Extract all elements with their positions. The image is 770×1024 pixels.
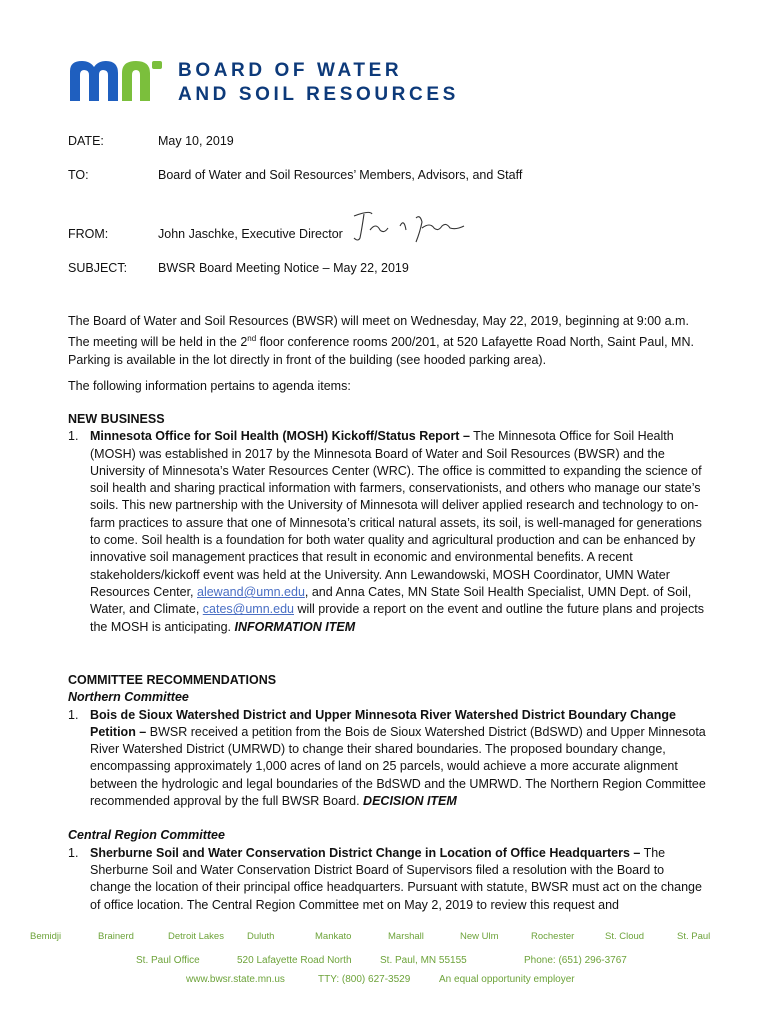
org-name-line1: BOARD OF WATER (178, 60, 403, 81)
mosh-item-text (90, 428, 708, 636)
city-marshall: Marshall (388, 931, 424, 942)
footer-phone: Phone: (651) 296-3767 (524, 955, 627, 966)
northern-committee-heading: Northern Committee (68, 690, 189, 705)
intro-line2-b: floor conference rooms 200/201, at 520 Lafayette Road North, Saint Paul, MN. (256, 335, 694, 350)
mn-logo-mark (68, 57, 164, 103)
email-link-lewandowski[interactable]: alewand@umn.edu (197, 584, 305, 599)
org-name (178, 59, 459, 107)
intro-line3: Parking is available in the lot directly in front of the building (see hooded parking area). (68, 352, 547, 367)
city-new-ulm: New Ulm (460, 931, 499, 942)
city-brainerd: Brainerd (98, 931, 134, 942)
mosh-item-title: Minnesota Office for Soil Health (MOSH) Kickoff/Status Report – (90, 429, 470, 444)
city-st-cloud: St. Cloud (605, 931, 645, 942)
item-number: 1. (68, 707, 79, 722)
city-duluth: Duluth (247, 931, 275, 942)
list-item (68, 707, 708, 811)
agenda-intro (68, 378, 708, 395)
footer-eoe: An equal opportunity employer (439, 974, 575, 985)
new-business-heading: NEW BUSINESS (68, 412, 165, 426)
list-item (68, 428, 708, 636)
date-value: May 10, 2019 (158, 134, 234, 148)
committee-heading: COMMITTEE RECOMMENDATIONS (68, 673, 277, 687)
intro-line2-a: The meeting will be held in the 2 (68, 335, 248, 350)
item-number: 1. (68, 845, 79, 860)
sherburne-body: The Sherburne Soil and Water Conservation District Board of Supervisors filed a resolution with the Board to change the location of their principal office headquarters. Pursuant with statute, BWSR must act on the change of office location. The Central Region Committee met on May 2, 2019 to review this request and (90, 845, 702, 912)
from-value: John Jaschke, Executive Director (158, 227, 343, 241)
information-item-tag: INFORMATION ITEM (234, 619, 356, 634)
footer-address: 520 Lafayette Road North (237, 955, 352, 966)
city-mankato: Mankato (315, 931, 352, 942)
bois-de-sioux-body: BWSR received a petition from the Bois de Sioux Watershed District (BdSWD) and Upper Minnesota River Watershed District (UMRWD) to change their shared boundaries. The proposed boundary change, encompassing approximately 1,000 acres of land on 25 parcels, would achieve a more accurate alignment between the hydrologic and legal boundaries of the BdSWD and the UMRWD. The Northern Region Committee recommended approval by the full BWSR Board. (90, 724, 706, 809)
to-label: TO: (68, 168, 89, 182)
mosh-body-c: will provide a report on the event and outline the future plans and projects the MOSH is anticipating. (90, 602, 704, 634)
footer-tty: TTY: (800) 627-3529 (318, 974, 411, 985)
bois-de-sioux-item-text (90, 707, 708, 811)
intro-line2-sup: nd (247, 334, 257, 344)
subject-value: BWSR Board Meeting Notice – May 22, 2019 (158, 261, 409, 275)
city-rochester: Rochester (531, 931, 575, 942)
city-st-paul: St. Paul (677, 931, 711, 942)
new-business-section (68, 411, 708, 636)
org-name-line2: AND SOIL RESOURCES (178, 84, 459, 105)
bois-de-sioux-title: Bois de Sioux Watershed District and Upper Minnesota River Watershed District Boundary Change Petition – (90, 707, 676, 739)
city-bemidji: Bemidji (30, 931, 62, 942)
footer-office: St. Paul Office (136, 955, 200, 966)
footer-city-zip: St. Paul, MN 55155 (380, 955, 467, 966)
decision-item-tag: DECISION ITEM (363, 794, 457, 809)
to-value: Board of Water and Soil Resources’ Members, Advisors, and Staff (158, 168, 523, 182)
footer-website[interactable]: www.bwsr.state.mn.us (186, 974, 285, 985)
subject-label: SUBJECT: (68, 261, 128, 275)
sherburne-item-text (90, 845, 708, 914)
sherburne-title: Sherburne Soil and Water Conservation District Change in Location of Office Headquarters – (90, 845, 641, 860)
mosh-body-b: , and Anna Cates, MN State Soil Health Specialist, UMN Dept. of Soil, Water, and Climate, (90, 584, 692, 617)
committee-section (68, 672, 708, 914)
mosh-body-a: The Minnesota Office for Soil Health (MOSH) was established in 2017 by the Minnesota Board of Water and Soil Resources (BWSR) and the University of Minnesota’s Water Resources Center (WRC). The office is committed to expanding the science of soil health and sharing practical information with farmers, conservationists, and others who manage our state’s soils. This new partnership with the University of Minnesota will deliver applied research and technology to on-farm practices to assure that one of Minnesota’s critical natural assets, its soil, is well-managed for generations to come. Soil health is a foundation for both water quality and agricultural production and can be enhanced by innovative soil management practices that result in economic and environmental benefits. A recent stakeholders/kickoff event was held at the University. Ann Lewandowski, MOSH Coordinator, UMN Water Resources Center, (90, 429, 702, 599)
footer-cities (30, 931, 730, 945)
email-link-cates[interactable]: cates@umn.edu (202, 602, 294, 617)
agenda-intro-text: The following information pertains to agenda items: (68, 379, 351, 393)
from-label: FROM: (68, 227, 109, 241)
intro-line2 (68, 330, 708, 351)
list-item (68, 845, 708, 914)
central-committee-heading: Central Region Committee (68, 828, 225, 843)
item-number: 1. (68, 429, 79, 444)
intro-line1: The Board of Water and Soil Resources (BWSR) will meet on Wednesday, May 22, 2019, beginning at 9:00 a.m. (68, 314, 689, 328)
intro-paragraph (68, 313, 708, 369)
signature-image (350, 208, 470, 248)
bwsr-logo (68, 57, 468, 105)
city-detroit-lakes: Detroit Lakes (168, 931, 224, 942)
date-label: DATE: (68, 134, 104, 148)
